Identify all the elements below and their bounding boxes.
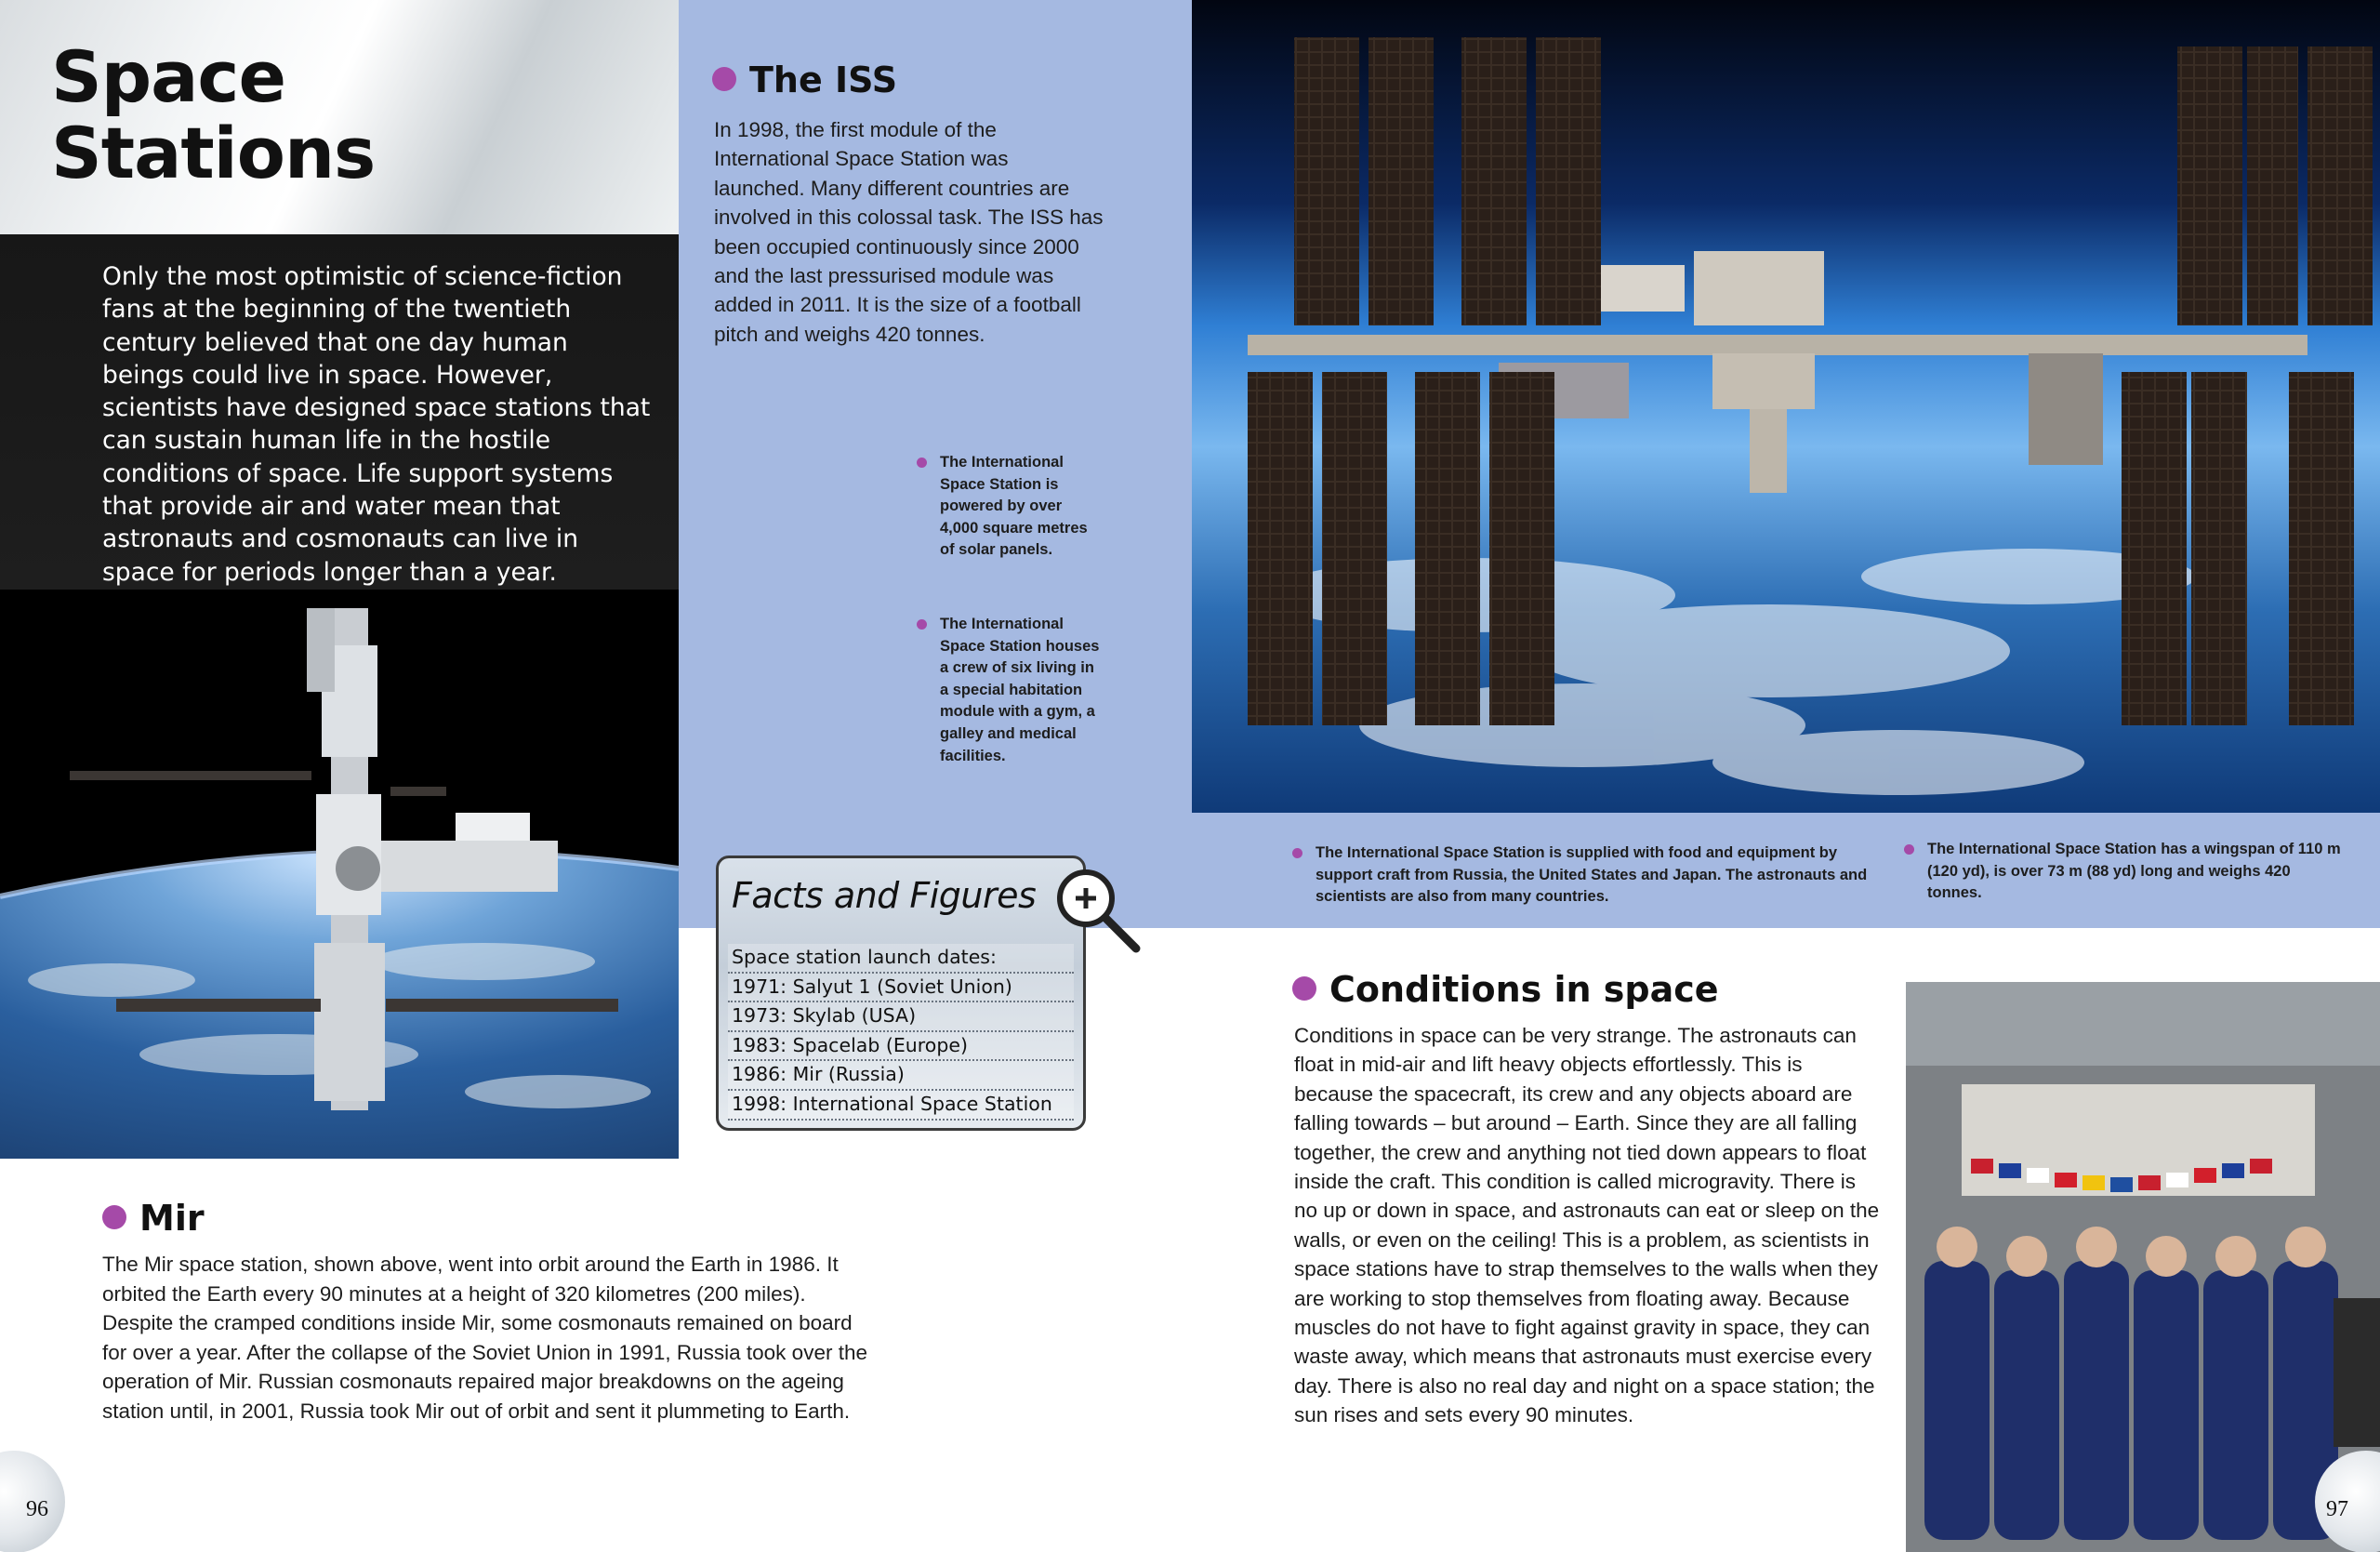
fact-item: 1971: Salyut 1 (Soviet Union) — [728, 974, 1074, 1003]
facts-box — [716, 856, 1086, 1131]
bullet-dot-icon — [917, 619, 927, 630]
facts-list — [728, 944, 1074, 1121]
fact-item: 1998: International Space Station — [728, 1091, 1074, 1121]
crew-illustration — [1906, 982, 2380, 1552]
crew-photo — [1906, 982, 2380, 1552]
iss-power-caption-text: The International Space Station is powered by over 4,000 square metres of solar panels. — [940, 454, 1088, 559]
page-number-right: 97 — [2326, 1497, 2348, 1521]
mir-body: The Mir space station, shown above, went into orbit around the Earth in 1986. It orbited the Earth every 90 minutes at a height of 320 kilometres (200 miles). Despite the cramped conditions inside Mir, some cosmonauts remained on board for over a year. After the collapse of the Soviet Union in 1991, Russia took over the operation of Mir. Russian cosmonauts repaired major breakdowns on the ageing station until, in 2001, Russia took Mir out of orbit and sent it plummeting to Earth. — [102, 1253, 867, 1423]
bullet-dot-icon — [1904, 844, 1914, 855]
bullet-dot-icon — [1292, 976, 1316, 1001]
iss-size-caption — [1904, 839, 2341, 905]
mir-illustration — [0, 590, 679, 1159]
title-block — [0, 0, 679, 234]
bullet-dot-icon — [102, 1205, 126, 1229]
iss-photo — [1192, 0, 2380, 813]
bullet-dot-icon — [917, 458, 927, 468]
magnifier-icon — [1049, 861, 1142, 954]
facts-title: Facts and Figures — [732, 875, 1037, 916]
fact-item: 1983: Spacelab (Europe) — [728, 1032, 1074, 1062]
iss-heading — [712, 60, 897, 100]
bullet-dot-icon — [712, 67, 736, 91]
mir-heading — [102, 1198, 205, 1239]
intro-panel — [0, 234, 679, 590]
conditions-heading-text: Conditions in space — [1329, 969, 1719, 1010]
conditions-heading — [1292, 969, 1719, 1010]
iss-size-caption-text: The International Space Station has a wingspan of 110 m (120 yd), is over 73 m (88 yd) long and weighs 420 tonnes. — [1927, 841, 2341, 902]
intro-text: Only the most optimistic of science-fiction fans at the beginning of the twentieth century believed that one day human beings could live in space. However, scientists have designed space stations that can sustain human life in the hostile conditions of space. Life support systems that provide air and water mean that astronauts and cosmonauts can live in space for periods longer than a year. — [102, 262, 651, 587]
page-title: Space Stations — [51, 35, 376, 194]
iss-power-caption — [917, 452, 1103, 562]
iss-crew-caption — [917, 614, 1103, 767]
fact-item: 1986: Mir (Russia) — [728, 1061, 1074, 1091]
iss-body: In 1998, the first module of the International Space Station was launched. Many different countries are involved in this colossal task. The ISS has been occupied continuously since 2000 and the last pressurised module was added in 2011. It is the size of a football pitch and weighs 420 tonnes. — [714, 118, 1104, 346]
iss-heading-text: The ISS — [749, 60, 898, 100]
conditions-body: Conditions in space can be very strange. The astronauts can float in mid-air and lift heavy objects effortlessly. This is because the spacecraft, its crew and any objects aboard are falling towards – but around – Earth. Since they are all falling together, the crew and anything not tied down appears to float inside the craft. This condition is called microgravity. There is no up or down in space, and astronauts can eat or sleep on the walls, or even on the ceiling! This is a problem, as scientists in space stations have to strap themselves to the walls when they are working to stop themselves from floating away. Because muscles do not have to fight against gravity in space, they can waste away, which means that astronauts must exercise every day. There is also no real day and night on a space station; the sun rises and sets every 90 minutes. — [1294, 1024, 1880, 1427]
iss-supply-caption-text: The International Space Station is supplied with food and equipment by support craft from Russia, the United States and Japan. The astronauts and scientists are also from many countries. — [1316, 844, 1868, 906]
page-number-left: 96 — [26, 1497, 48, 1521]
fact-item: 1973: Skylab (USA) — [728, 1002, 1074, 1032]
mir-heading-text: Mir — [139, 1198, 205, 1239]
iss-supply-caption — [1292, 842, 1869, 909]
iss-illustration — [1192, 0, 2380, 813]
fact-item: Space station launch dates: — [728, 944, 1074, 974]
bullet-dot-icon — [1292, 848, 1302, 858]
iss-crew-caption-text: The International Space Station houses a crew of six living in a special habitation module with a gym, a galley and medical facilities. — [940, 616, 1100, 764]
mir-photo — [0, 590, 679, 1159]
